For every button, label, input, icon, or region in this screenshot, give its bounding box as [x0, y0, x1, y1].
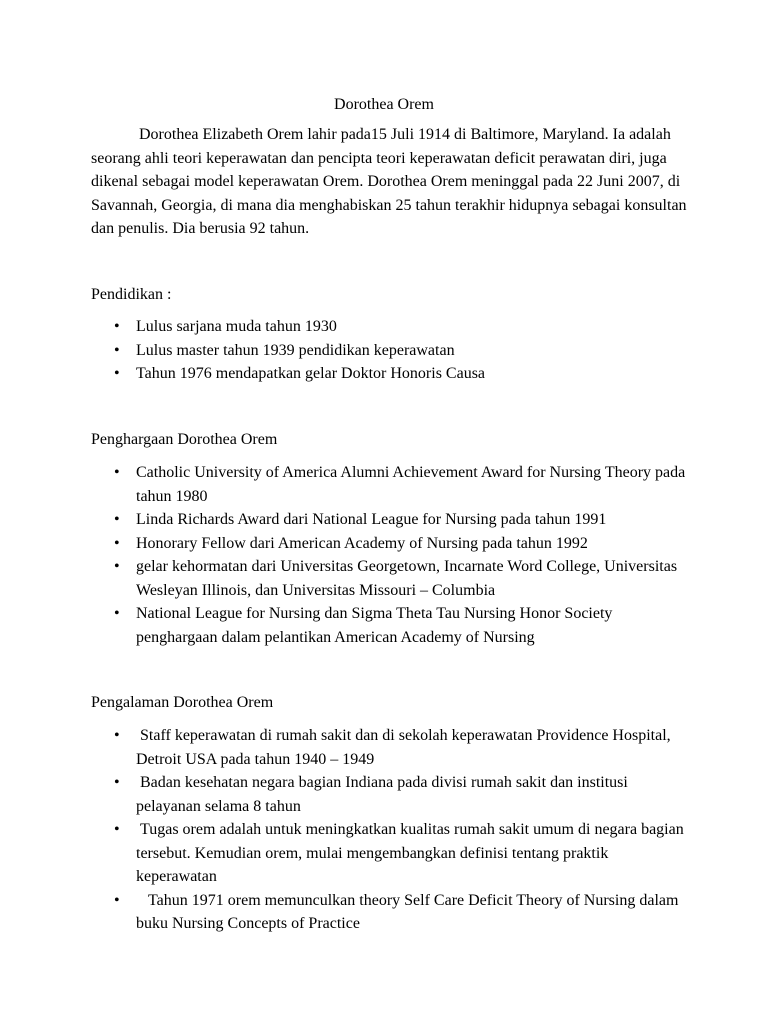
list-item: [91, 315, 691, 339]
list-item: [91, 771, 691, 818]
bullet-icon: •: [114, 821, 120, 838]
list-item-text: National League for Nursing dan Sigma Theta Tau Nursing Honor Society penghargaan dalam pelantikan American Academy of Nursing: [136, 605, 613, 646]
list-item: [91, 362, 691, 386]
section-heading-pengalaman: Pengalaman Dorothea Orem: [91, 694, 274, 711]
bullet-icon: •: [114, 605, 120, 622]
list-item-text: Honorary Fellow dari American Academy of Nursing pada tahun 1992: [136, 534, 588, 552]
intro-paragraph: Dorothea Elizabeth Orem lahir pada15 Juli 1914 di Baltimore, Maryland. Ia adalah seorang ahli teori keperawatan dan pencipta teori keperawatan deficit perawatan diri, juga dikenal sebagai model keperawatan Orem. Dorothea Orem meninggal pada 22 Juni 2007, di Savannah, Georgia, di mana dia menghabiskan 25 tahun terakhir hidupnya sebagai konsultan dan penulis. Dia berusia 92 tahun.: [91, 126, 687, 237]
list-penghargaan: [91, 461, 691, 649]
list-item-text: Linda Richards Award dari National League for Nursing pada tahun 1991: [136, 511, 607, 528]
document-title: Dorothea Orem: [334, 96, 434, 113]
bullet-icon: •: [114, 365, 120, 382]
list-item-text: Tugas orem adalah untuk meningkatkan kualitas rumah sakit umum di negara bagian tersebut. Kemudian orem, mulai mengembangkan definisi tentang praktik keperawatan: [136, 821, 688, 885]
list-item-text: Lulus master tahun 1939 pendidikan keperawatan: [136, 341, 455, 359]
list-item: [91, 602, 691, 649]
list-item-text: Tahun 1976 mendapatkan gelar Doktor Honoris Causa: [136, 365, 486, 382]
bullet-icon: •: [114, 464, 120, 481]
list-pengalaman: [91, 724, 691, 936]
list-item: [91, 889, 691, 936]
section-heading-pendidikan: Pendidikan :: [91, 286, 172, 303]
bullet-icon: •: [114, 727, 120, 744]
list-item-text: Lulus sarjana muda tahun 1930: [136, 318, 337, 335]
bullet-icon: •: [114, 511, 120, 528]
list-item: [91, 818, 691, 889]
list-item-text: Staff keperawatan di rumah sakit dan di sekolah keperawatan Providence Hospital, Detroit USA pada tahun 1940 – 1949: [136, 727, 675, 768]
list-item: [91, 532, 691, 556]
list-item-text: Tahun 1971 orem memunculkan theory Self Care Deficit Theory of Nursing dalam buku Nursing Concepts of Practice: [136, 891, 683, 932]
list-item: [91, 339, 691, 363]
bullet-icon: •: [114, 341, 120, 359]
list-item: [91, 724, 691, 771]
list-item: [91, 555, 691, 602]
bullet-icon: •: [114, 891, 120, 909]
list-pendidikan: [91, 315, 691, 386]
list-item: [91, 508, 691, 532]
list-item-text: gelar kehormatan dari Universitas Georgetown, Incarnate Word College, Universitas Wesleyan Illinois, dan Universitas Missouri – Columbia: [136, 558, 678, 599]
bullet-icon: •: [114, 534, 120, 552]
bullet-icon: •: [114, 558, 120, 575]
list-item-text: Badan kesehatan negara bagian Indiana pada divisi rumah sakit dan institusi pelayanan selama 8 tahun: [136, 774, 632, 815]
list-item: [91, 461, 691, 508]
bullet-icon: •: [114, 318, 120, 335]
bullet-icon: •: [114, 774, 120, 791]
list-item-text: Catholic University of America Alumni Achievement Award for Nursing Theory pada tahun 1980: [136, 464, 686, 505]
section-heading-penghargaan: Penghargaan Dorothea Orem: [91, 431, 278, 448]
